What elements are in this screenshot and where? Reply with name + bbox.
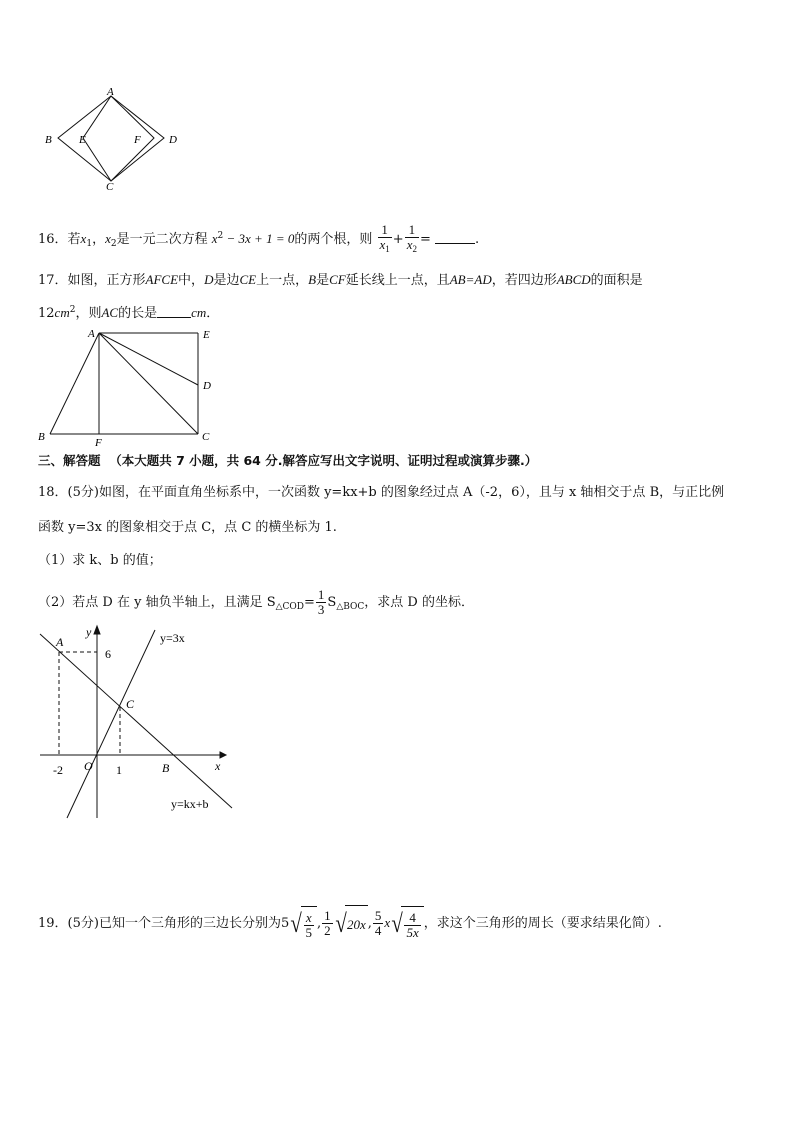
label-neg2: -2	[53, 763, 63, 777]
axis-label-x: x	[215, 759, 221, 773]
question-17-line-1: 17．如图，正方形AFCE中，D是边CE上一点，B是CF延长线上一点，且AB=AD，若四边形ABCD的面积是	[38, 272, 643, 288]
label-B: B	[45, 134, 52, 146]
q17-area: 12	[38, 306, 55, 321]
label-A: A	[88, 328, 95, 340]
q19-radical-3: √ $\frac{4}{5x}$	[390, 905, 424, 941]
label-E: E	[203, 329, 210, 341]
q16-plus: +	[392, 232, 404, 247]
q16-eq-head: x	[211, 231, 218, 246]
label-O: O	[84, 759, 93, 773]
label-one: 1	[116, 763, 122, 777]
q19-radical-1: √ $\frac{x}{5}$	[289, 905, 317, 941]
q16-comma: ，	[92, 232, 106, 247]
label-E: E	[79, 134, 86, 146]
label-B: B	[38, 431, 45, 443]
q16-sub1: 1	[86, 239, 93, 249]
question-18-part-1: （1）求 k、b 的值；	[38, 553, 162, 568]
label-D: D	[203, 380, 211, 392]
question-18-part-2: （2）若点 D 在 y 轴负半轴上，且满足 $S_{\triangle COD}=$ $\frac{1}{3}$ $S_{\triangle BOC}$，求点 D 的坐标．	[38, 587, 474, 617]
label-A: A	[56, 635, 64, 649]
q16-text1: 是一元二次方程	[116, 232, 208, 247]
question-16	[38, 223, 479, 256]
q16-frac-2: $\frac{1}{x_2}$	[406, 222, 417, 254]
q16-frac-1: $\frac{1}{x_1}$	[379, 222, 390, 254]
q16-x1: x	[80, 231, 87, 246]
figure-15-diagram	[36, 86, 186, 196]
label-C: C	[202, 431, 210, 443]
question-18-line-2: 函数 y=3x 的图象相交于点 C，点 C 的横坐标为 1.	[38, 520, 337, 535]
q18-frac-one-third: $\frac{1}{3}$	[317, 587, 325, 617]
label-F: F	[134, 134, 141, 146]
question-18-line-1: 18．(5分)如图，在平面直角坐标系中，一次函数 y=kx+b 的图象经过点 A（-2，6），且与 x 轴相交于点 B，与正比例	[38, 485, 725, 500]
figure-17-diagram	[36, 326, 226, 448]
question-19: 19．(5分)已知一个三角形的三边长分别为5√ $\frac{x}{5}$ , $\frac{1}{2}$ √20x , $\frac{5}{4}$ x√ $\frac{4}{5x}$ ，求这个三角形的周长（要求结果化简）.	[38, 905, 662, 942]
label-F: F	[95, 437, 102, 448]
section-title: 三、解答题	[38, 453, 101, 468]
section-3-header	[38, 451, 537, 471]
q16-x2: x	[105, 231, 111, 246]
q16-eq-tail: − 3x + 1 = 0	[223, 231, 295, 246]
question-17-line-2: $12cm^2$，则AC的长是 cm．	[38, 305, 220, 321]
label-A: A	[107, 86, 114, 98]
q19-radical-2: √20x	[334, 905, 368, 942]
figure-18-graph	[36, 622, 236, 822]
q16-answer-blank[interactable]	[435, 231, 475, 244]
label-line-y3x: y=3x	[160, 631, 185, 645]
q16-end: .	[475, 232, 480, 247]
label-D: D	[169, 134, 177, 146]
q16-number: 16．若	[38, 232, 81, 247]
q16-text2: 的两个根，则	[294, 232, 373, 247]
q16-sub2: 2	[110, 239, 117, 249]
label-C: C	[126, 697, 135, 711]
q17-condition: AB=AD	[449, 272, 492, 287]
label-six: 6	[105, 647, 111, 661]
q17-answer-blank[interactable]	[157, 305, 191, 318]
q19-coef-2: $\frac{1}{2}$	[324, 908, 331, 938]
axis-label-y: y	[86, 625, 92, 639]
label-B: B	[162, 761, 170, 775]
q17-AFCE: AFCE	[145, 272, 179, 287]
label-line-ykxb: y=kx+b	[171, 797, 209, 811]
q16-equals: =	[419, 232, 431, 247]
label-C: C	[106, 181, 114, 193]
q19-coef-3: $\frac{5}{4}$	[374, 908, 382, 938]
q16-eq-exp: 2	[217, 231, 224, 241]
q19-coef-1: 5	[280, 916, 290, 931]
section-note: （本大题共 7 小题，共 64 分.解答应写出文字说明、证明过程或演算步骤.）	[109, 453, 538, 468]
